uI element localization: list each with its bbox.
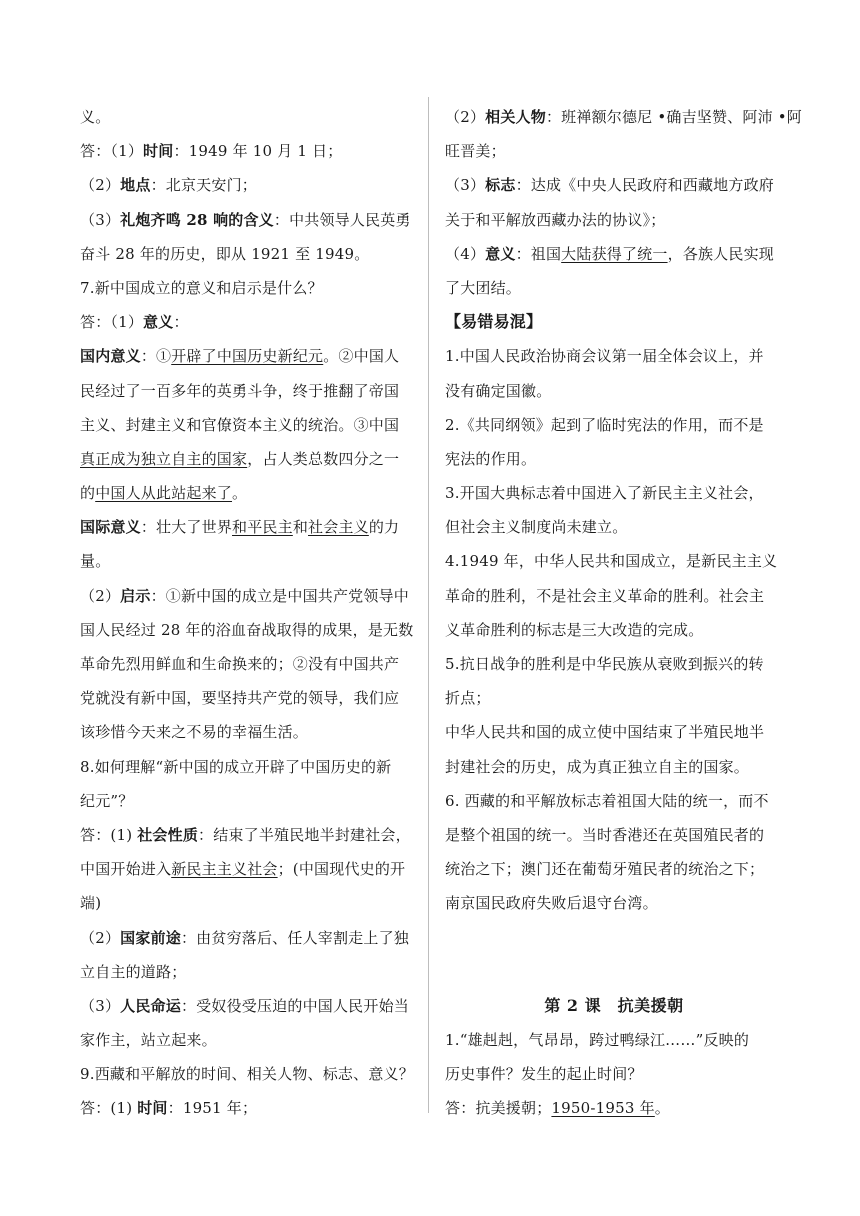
text-line [80, 544, 418, 578]
text-line [445, 613, 783, 647]
text-line [445, 818, 783, 852]
underlined-text: 开辟了中国历史新纪元 [171, 347, 324, 366]
underlined-text: 真正成为独立自主的国家 [80, 449, 248, 468]
answer-line [445, 168, 783, 202]
text: 封建社会的历史，成为真正独立自主的国家。 [445, 757, 750, 776]
text-line [80, 681, 418, 715]
right-column [445, 100, 803, 1126]
text: ：① [140, 347, 172, 366]
text: ：1951 年； [167, 1099, 258, 1118]
text: 革命的胜利，不是社会主义革命的胜利。社会主 [445, 586, 765, 605]
text: （2） [80, 928, 121, 947]
text: 奋斗 28 年的历史，即从 1921 至 1949。 [80, 244, 370, 263]
text: ：班禅额尔德尼 •确吉坚赞、阿沛 •阿 [545, 108, 803, 126]
question-line [445, 1057, 783, 1091]
section-heading [445, 305, 783, 339]
underlined-text: 大陆获得了统一 [561, 244, 668, 263]
text: 宪法的作用。 [445, 449, 537, 468]
lesson-title-text: 第 2 课 抗美援朝 [544, 995, 684, 1015]
answer-line [80, 203, 418, 237]
answer-line [80, 989, 418, 1023]
blank-line [445, 955, 783, 989]
section-heading-text: 【易错易混】 [445, 312, 543, 332]
question-text: 8.如何理解“新中国的成立开辟了中国历史的新 [80, 757, 392, 776]
text-line [445, 750, 783, 784]
text: 统治之下；澳门还在葡萄牙殖民者的统治之下； [445, 860, 765, 879]
text-line [80, 886, 418, 920]
text: 折点； [445, 689, 491, 708]
text-line [80, 852, 418, 886]
text: 主义、封建主义和官僚资本主义的统治。③中国 [80, 415, 400, 434]
text: 2.《共同纲领》起到了临时宪法的作用，而不是 [445, 415, 764, 434]
text-line [445, 442, 783, 476]
text: 端) [80, 894, 102, 913]
text: 量。 [80, 552, 111, 571]
bold-term: 礼炮齐鸣 28 响的含义 [120, 210, 274, 229]
text-line [445, 681, 783, 715]
answer-line [445, 1091, 783, 1125]
text-line [80, 339, 418, 373]
text: 国人民经过 28 年的浴血奋战取得的成果，是无数 [80, 620, 414, 639]
text: 旺晋美； [445, 142, 506, 161]
text: ，占人类总数四分之一 [247, 449, 400, 468]
bold-term: 地点 [120, 176, 151, 195]
text: 是整个祖国的统一。当时香港还在英国殖民者的 [445, 825, 765, 844]
text: 答：抗美援朝； [445, 1099, 552, 1118]
text-line [80, 715, 418, 749]
text: （2） [80, 176, 121, 195]
question-line [80, 750, 418, 784]
text-line [80, 237, 418, 271]
text: 民经过了一百多年的英勇斗争，终于推翻了帝国 [80, 381, 400, 400]
text: 答：（1） [80, 313, 144, 332]
left-column [80, 100, 418, 1126]
text: ，各族人民实现 [667, 244, 774, 263]
text-line [445, 134, 783, 168]
text: 党就没有新中国，要坚持共产党的领导，我们应 [80, 689, 400, 708]
text: ：由贫穷落后、任人宰割走上了独 [180, 928, 409, 947]
text: ：1949 年 10 月 1 日； [173, 142, 343, 161]
text: 。 [232, 484, 248, 503]
bold-term: 意义 [485, 244, 516, 263]
bold-term: 标志 [485, 176, 516, 195]
text: ：北京天安门； [150, 176, 257, 195]
answer-line [80, 134, 418, 168]
text: ：壮大了世界 [140, 518, 233, 537]
text-line [445, 579, 783, 613]
text: 家作主，站立起来。 [80, 1031, 217, 1050]
text-line [445, 852, 783, 886]
text: （2） [80, 586, 121, 605]
answer-line [445, 100, 803, 134]
text-line [80, 408, 418, 442]
text: （3） [445, 176, 486, 195]
text-line [445, 544, 783, 578]
text: 答：（1） [80, 142, 144, 161]
bold-term: 时间 [137, 1099, 168, 1118]
text-line [80, 476, 418, 510]
lesson-title [445, 989, 783, 1023]
text-line [445, 510, 783, 544]
text-line [445, 647, 783, 681]
question-line [80, 1057, 418, 1091]
text: ： [173, 313, 189, 332]
text: ：达成《中央人民政府和西藏地方政府 [515, 176, 774, 195]
blank-line [445, 921, 783, 955]
text: 立自主的道路； [80, 962, 187, 981]
answer-line [80, 921, 418, 955]
text: （3） [80, 996, 121, 1015]
text: 。 [654, 1099, 670, 1118]
text-line [445, 374, 783, 408]
text-line [445, 339, 783, 373]
underlined-text: 中国人从此站起来了 [95, 484, 233, 503]
underlined-text: 和平民主 [232, 518, 293, 537]
text-line [445, 784, 783, 818]
text-line [80, 510, 418, 544]
question-line [445, 1023, 783, 1057]
text: 6. 西藏的和平解放标志着祖国大陆的统一，而不 [445, 791, 769, 810]
bold-term: 国际意义 [80, 518, 141, 537]
text: 该珍惜今天来之不易的幸福生活。 [80, 723, 309, 742]
text-line [80, 647, 418, 681]
text: 的力 [368, 518, 400, 537]
text: 3.开国大典标志着中国进入了新民主主义社会， [445, 484, 764, 503]
question-text: 1.“雄赳赳，气昂昂，跨过鸭绿江……”反映的 [445, 1031, 750, 1050]
text-line [445, 476, 783, 510]
text: ：受奴役受压迫的中国人民开始当 [180, 996, 409, 1015]
question-text: 7.新中国成立的意义和启示是什么？ [80, 278, 323, 297]
text-line [445, 715, 783, 749]
text: 中华人民共和国的成立使中国结束了半殖民地半 [445, 723, 765, 742]
text: （3） [80, 210, 121, 229]
text-line [80, 374, 418, 408]
text: 。②中国人 [323, 347, 400, 366]
text: 答：(1) [80, 825, 138, 844]
underlined-text: 1950-1953 年 [551, 1099, 655, 1118]
text-line [80, 100, 418, 134]
answer-line [80, 305, 418, 339]
answer-line [80, 579, 418, 613]
text-line [445, 886, 783, 920]
text: ：结束了半殖民地半封建社会， [198, 825, 411, 844]
text: 中国开始进入 [80, 860, 172, 879]
bold-term: 国内意义 [80, 347, 141, 366]
text: 革命先烈用鲜血和生命换来的；②没有中国共产 [80, 655, 400, 673]
text: 4.1949 年，中华人民共和国成立，是新民主主义 [445, 552, 778, 571]
column-divider [428, 97, 429, 1113]
text: 关于和平解放西藏办法的协议》； [445, 210, 666, 229]
text-line [445, 408, 783, 442]
underlined-text: 新民主主义社会 [171, 860, 278, 879]
text-line [80, 955, 418, 989]
text: 5.抗日战争的胜利是中华民族从衰败到振兴的转 [445, 655, 764, 673]
text: ：①新中国的成立是中国共产党领导中 [150, 586, 409, 605]
question-text: 纪元”？ [80, 791, 134, 810]
bold-term: 人民命运 [120, 996, 181, 1015]
question-text: 9.西藏和平解放的时间、相关人物、标志、意义？ [80, 1065, 414, 1084]
text: 但社会主义制度尚未建立。 [445, 518, 628, 537]
bold-term: 社会性质 [137, 825, 199, 844]
text: 了大团结。 [445, 278, 522, 297]
answer-line [80, 1091, 418, 1125]
bold-term: 意义 [143, 313, 174, 332]
text: 答：(1) [80, 1099, 138, 1118]
answer-line [80, 168, 418, 202]
text: 义革命胜利的标志是三大改造的完成。 [445, 620, 704, 639]
text: ：中共领导人民英勇 [273, 210, 411, 229]
answer-line [445, 237, 783, 271]
text-line [80, 613, 418, 647]
text-line [80, 1023, 418, 1057]
text: 义。 [80, 108, 111, 126]
bold-term: 时间 [143, 142, 174, 161]
text: ；(中国现代史的开 [277, 860, 406, 879]
text: 和 [292, 518, 309, 537]
text-line [445, 203, 783, 237]
text: 没有确定国徽。 [445, 381, 552, 400]
text: （4） [445, 244, 486, 263]
text-line [445, 271, 783, 305]
question-text: 历史事件？发生的起止时间？ [445, 1065, 643, 1084]
text: 的 [80, 484, 96, 503]
text: （2） [445, 108, 486, 126]
text-line [80, 442, 418, 476]
answer-line [80, 818, 418, 852]
text: ：祖国 [515, 244, 562, 263]
bold-term: 国家前途 [120, 928, 181, 947]
question-line [80, 784, 418, 818]
bold-term: 启示 [120, 586, 151, 605]
underlined-text: 社会主义 [308, 518, 369, 537]
text: 南京国民政府失败后退守台湾。 [445, 894, 658, 913]
question-line [80, 271, 418, 305]
text: 1.中国人民政治协商会议第一届全体会议上，并 [445, 347, 764, 366]
bold-term: 相关人物 [485, 108, 546, 126]
